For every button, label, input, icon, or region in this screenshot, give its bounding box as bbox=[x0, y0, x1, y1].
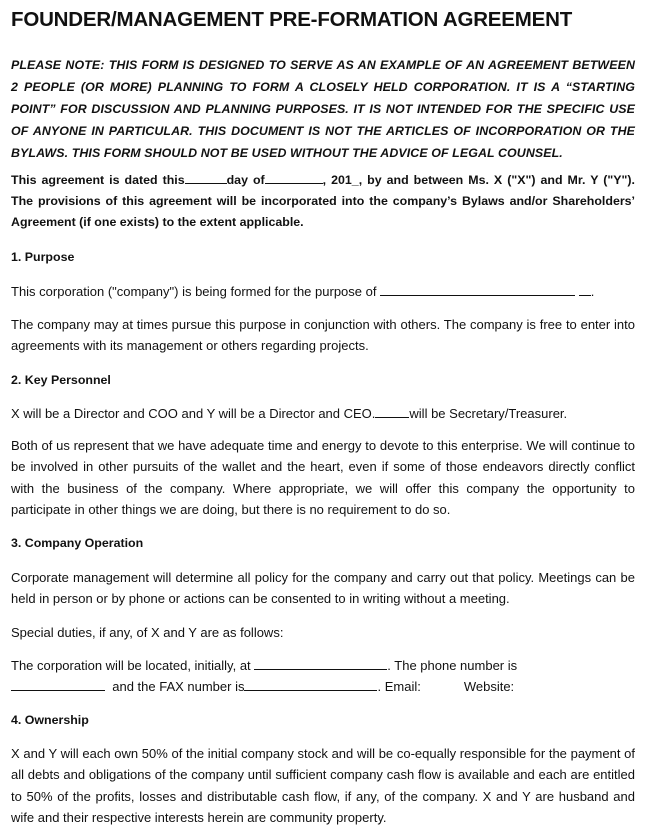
legal-notice: PLEASE NOTE: THIS FORM IS DESIGNED TO SERVE AS AN EXAMPLE OF AN AGREEMENT BETWEEN 2 PEOPLE (OR MORE) PLANNING TO FORM A CLOSELY HELD CORPORATION. IT IS A “STARTING POINT” FOR DISCUSSION AND PLANNING PURPOSES. IT IS NOT INTENDED FOR THE SPECIFIC USE OF ANYONE IN PARTICULAR. THIS DOCUMENT IS NOT THE ARTICLES OF INCORPORATION OR THE BYLAWS. THIS FORM SHOULD NOT BE USED WITHOUT THE ADVICE OF LEGAL COUNSEL. bbox=[11, 58, 635, 160]
personnel-paragraph-2: Both of us represent that we have adequate time and energy to devote to this enterprise. We will continue to be involved in other pursuits of the wallet and the heart, even if some of those endeavors directly conflict with the business of the company. Where appropriate, we will offer this company the opportunity to participate in other things we are doing, but there is no requirement to do so. bbox=[11, 438, 635, 518]
day-blank bbox=[185, 171, 227, 184]
section-heading-ownership: 4. Ownership bbox=[11, 713, 89, 727]
phone-blank bbox=[11, 678, 105, 691]
personnel-paragraph-1: X will be a Director and COO and Y will be a Director and CEO. will be Secretary/Treasurer. bbox=[11, 406, 568, 421]
location-blank bbox=[254, 657, 387, 670]
ownership-paragraph-1: X and Y will each own 50% of the initial company stock and will be co-equally responsible for the payment of all debts and obligations of the company until sufficient company cash flow is available and each are entitled to 50% of the profits, losses and distributable cash flow, if any, of the company. X and Y are husband and wife and their respective interests herein are community property. bbox=[11, 746, 635, 826]
operation-paragraph-1: Corporate management will determine all policy for the company and carry out that policy. Meetings can be held in person or by phone or actions can be consented to in writing without a meeting. bbox=[11, 570, 635, 607]
purpose-paragraph-1: This corporation ("company") is being formed for the purpose of . bbox=[11, 284, 595, 299]
secretary-blank bbox=[375, 405, 409, 418]
operation-paragraph-3: The corporation will be located, initially, at . The phone number is and the FAX number is . Email: Website: bbox=[11, 658, 518, 695]
section-heading-key-personnel: 2. Key Personnel bbox=[11, 373, 111, 387]
intro-paragraph: This agreement is dated this day of , 201_, by and between Ms. X ("X") and Mr. Y ("Y"). The provisions of this agreement will be incorporated into the company’s Bylaws and/or Shareholders’ Agreement (if one exists) to the extent applicable. bbox=[11, 173, 635, 229]
section-heading-company-operation: 3. Company Operation bbox=[11, 536, 144, 550]
purpose-blank bbox=[380, 283, 575, 296]
document-title: FOUNDER/MANAGEMENT PRE-FORMATION AGREEMENT bbox=[11, 8, 573, 31]
purpose-paragraph-2: The company may at times pursue this purpose in conjunction with others. The company is free to enter into agreements with its management or others regarding projects. bbox=[11, 317, 635, 354]
section-heading-purpose: 1. Purpose bbox=[11, 250, 75, 264]
fax-blank bbox=[244, 678, 377, 691]
month-blank bbox=[265, 171, 323, 184]
operation-paragraph-2: Special duties, if any, of X and Y are as follows: bbox=[11, 625, 284, 640]
